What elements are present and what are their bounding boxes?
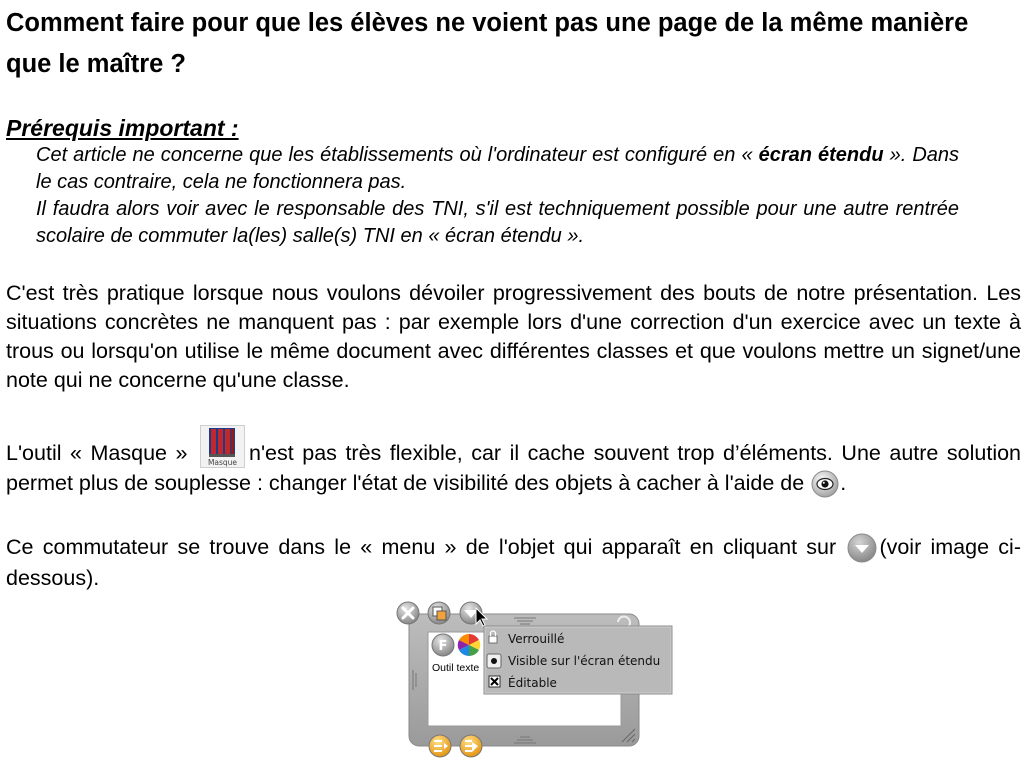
prerequisite-text: ». Dans le cas contraire, cela ne fonctionnera pas. (36, 144, 960, 193)
prerequisite-emphasis: écran étendu (758, 144, 884, 166)
paragraph-intro: C'est très pratique lorsque nous voulons dévoiler progressivement des bouts de notre présentation. Les situations concrètes ne manquent pas : par exemple lors d'une correction d'un exercice avec un texte à trous ou lorsqu'on utilise le même document avec différentes classes et que voulons mettre un signet/une note qui ne concerne qu'une classe. (6, 281, 1021, 392)
checkbox-x-icon (489, 676, 500, 687)
prerequisite-line-2: Il faudra alors voir avec le responsable des TNI, s'il est techniquement possible pour une autre rentrée scolaire de commuter la(les) salle(s) TNI en « écran étendu ». (36, 198, 959, 247)
color-wheel-icon[interactable] (458, 634, 480, 656)
prerequisite-text: Cet article ne concerne que les établissements où l'ordinateur est configuré en « (36, 144, 759, 166)
paragraph-text: . (840, 471, 847, 495)
font-button[interactable] (432, 634, 454, 656)
widget-screenshot (392, 596, 682, 766)
paragraph-text: Ce commutateur se trouve dans le « menu » de l'objet qui apparaît en cliquant sur (6, 535, 837, 559)
mask-tool-caption: Masque (207, 458, 238, 467)
text-tool-label: Outil texte (432, 662, 480, 674)
menu-item-label: Verrouillé (508, 632, 565, 646)
duplicate-icon[interactable] (428, 602, 450, 624)
prerequisite-note (36, 142, 959, 250)
menu-item-label: Visible sur l'écran étendu (508, 654, 661, 668)
eye-toggle-icon (811, 470, 839, 498)
paragraph-text: L'outil « Masque » (6, 441, 188, 465)
prerequisite-heading: Prérequis important : (6, 115, 239, 141)
paragraph-mask-tool (6, 425, 1021, 498)
menu-item-label: Éditable (508, 676, 557, 690)
layer-up-icon[interactable] (460, 735, 482, 757)
menu-item-visible-extended-screen[interactable] (487, 654, 660, 668)
dropdown-menu-icon (847, 533, 877, 563)
paragraph-text: (voir image ci-dessous). (6, 535, 1021, 590)
prerequisite-line-1 (36, 142, 959, 196)
paragraph-menu-hint (6, 532, 1021, 594)
close-icon[interactable] (397, 602, 419, 624)
eye-toggle-icon (487, 654, 501, 668)
mask-tool-icon (200, 425, 245, 468)
paragraph-text: n'est pas très flexible, car il cache souvent trop d’éléments. Une autre solution permet plus de souplesse : changer l'état de visibilité des objets à cacher à l'aide de (6, 441, 1022, 495)
font-button-label: F (438, 639, 448, 654)
layer-down-icon[interactable] (429, 735, 451, 757)
page-title: Comment faire pour que les élèves ne voient pas une page de la même manière que le maître ? (6, 9, 969, 78)
